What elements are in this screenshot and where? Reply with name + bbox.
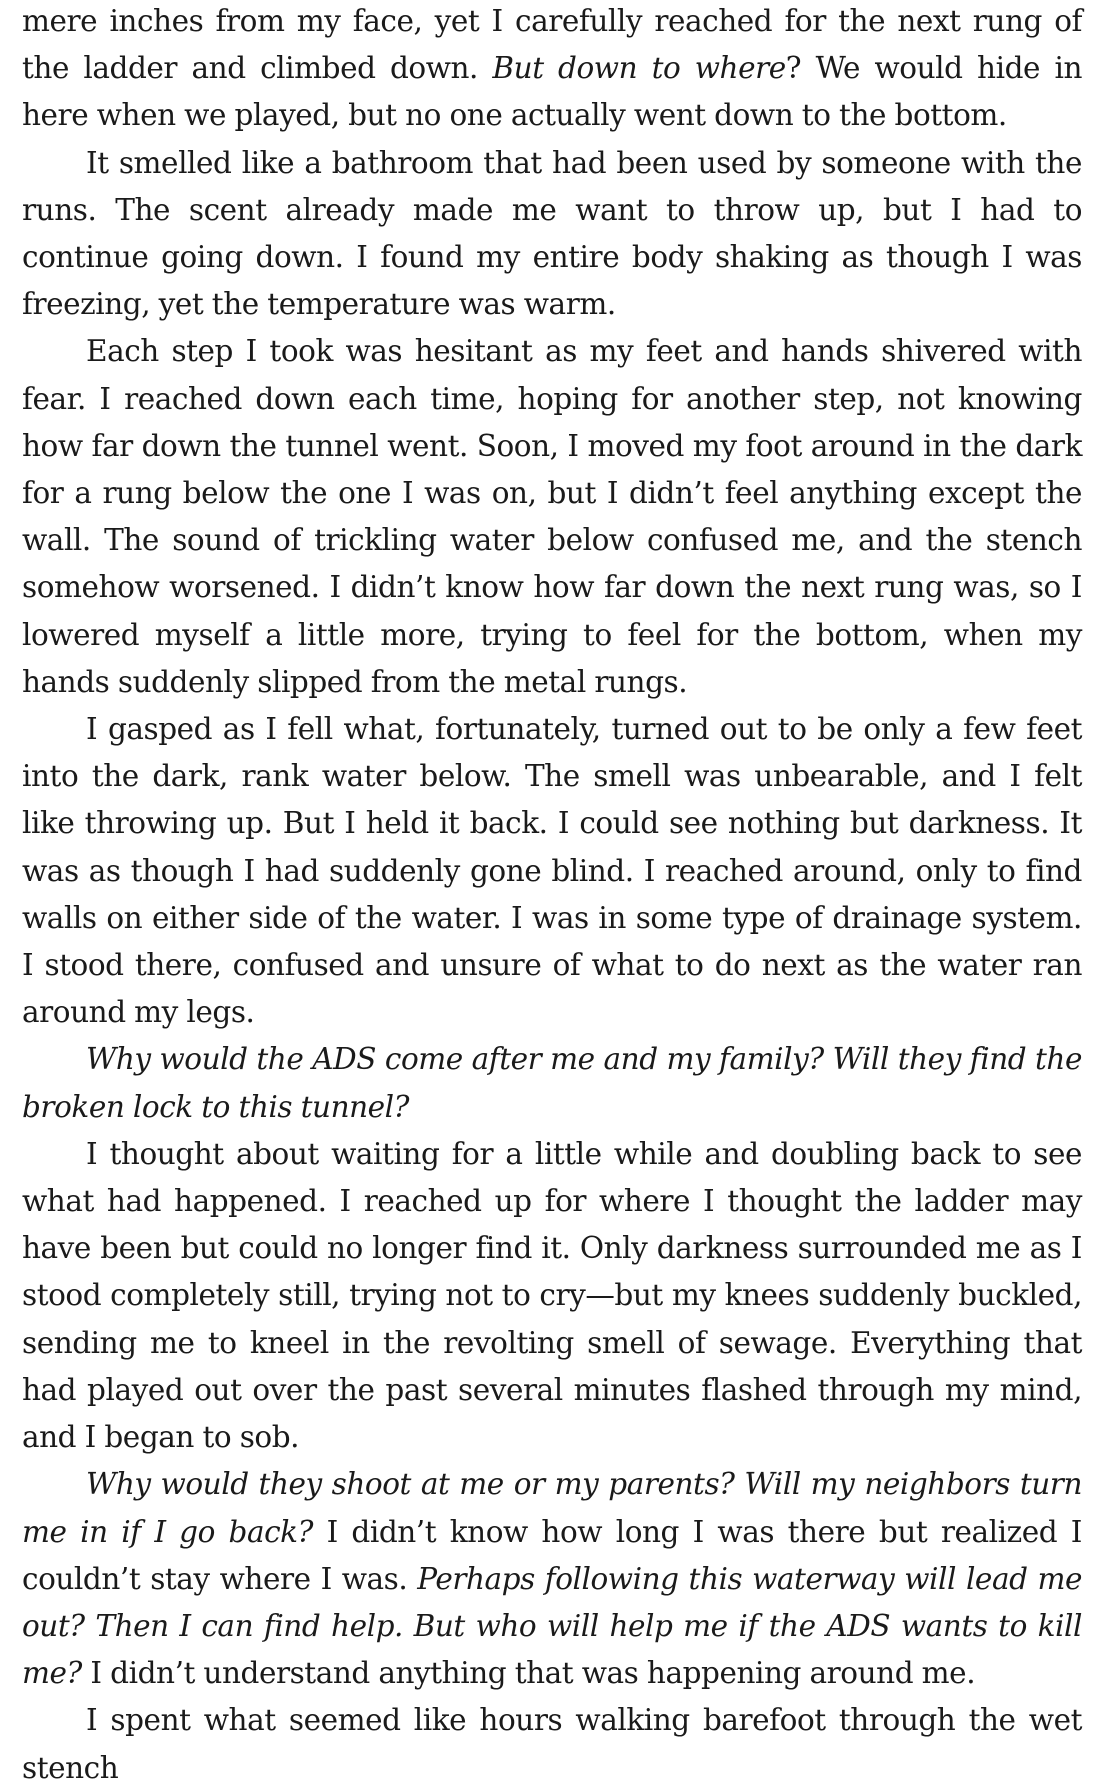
paragraph xyxy=(22,140,1082,329)
italic-text-run: But down to where xyxy=(492,51,786,86)
paragraph xyxy=(22,0,1082,140)
paragraph xyxy=(22,1461,1082,1697)
italic-text-run: Why would the ADS come after me and my family? Will they find the broken lock to this tunnel? xyxy=(22,1042,1082,1124)
text-run: I gasped as I fell what, fortunately, turned out to be only a few feet into the dark, rank water below. The smell was unbearable, and I felt like throwing up. But I held it back. I could see nothing but darkness. It was as though I had suddenly gone blind. I reached around, only to find walls on either side of the water. I was in some type of drainage system. I stood there, confused and unsure of what to do next as the water ran around my legs. xyxy=(22,712,1082,1030)
paragraph xyxy=(22,1131,1082,1461)
italic-text-run: Why would they shoot at me or my parents? Will my neighbors turn me in if I go back? xyxy=(22,1467,1082,1549)
text-run: mere inches from my face, yet I carefully reached for the next rung of the ladder and climbed down. xyxy=(22,4,1082,86)
text-run: I spent what seemed like hours walking barefoot through the wet stench xyxy=(22,1703,1082,1785)
book-page xyxy=(22,0,1082,1792)
text-run: Each step I took was hesitant as my feet and hands shivered with fear. I reached down each time, hoping for another step, not knowing how far down the tunnel went. Soon, I moved my foot around in the dark for a rung below the one I was on, but I didn’t feel anything except the wall. The sound of trickling water below confused me, and the stench somehow worsened. I didn’t know how far down the next rung was, so I lowered myself a little more, trying to feel for the bottom, when my hands suddenly slipped from the metal rungs. xyxy=(22,334,1082,699)
text-run: ? We would hide in here when we played, but no one actually went down to the bottom. xyxy=(22,51,1082,133)
text-run: I didn’t know how long I was there but realized I couldn’t stay where I was. xyxy=(22,1514,1082,1596)
paragraph xyxy=(22,1697,1082,1791)
text-run: I thought about waiting for a little while and doubling back to see what had happened. I reached up for where I thought the ladder may have been but could no longer find it. Only darkness surrounded me as I stood completely still, trying not to cry—but my knees suddenly buckled, sending me to kneel in the revolting smell of sewage. Everything that had played out over the past several minutes flashed through my mind, and I began to sob. xyxy=(22,1136,1082,1455)
paragraph xyxy=(22,1036,1082,1130)
paragraph xyxy=(22,706,1082,1036)
italic-text-run: Perhaps following this waterway will lead me out? Then I can find help. But who will help me if the ADS wants to kill me? xyxy=(22,1561,1083,1691)
paragraph xyxy=(22,328,1082,706)
text-run: It smelled like a bathroom that had been used by someone with the runs. The scent already made me want to throw up, but I had to continue going down. I found my entire body shaking as though I was freezing, yet the temperature was warm. xyxy=(22,145,1082,322)
text-run: I didn’t understand anything that was happening around me. xyxy=(81,1656,976,1691)
